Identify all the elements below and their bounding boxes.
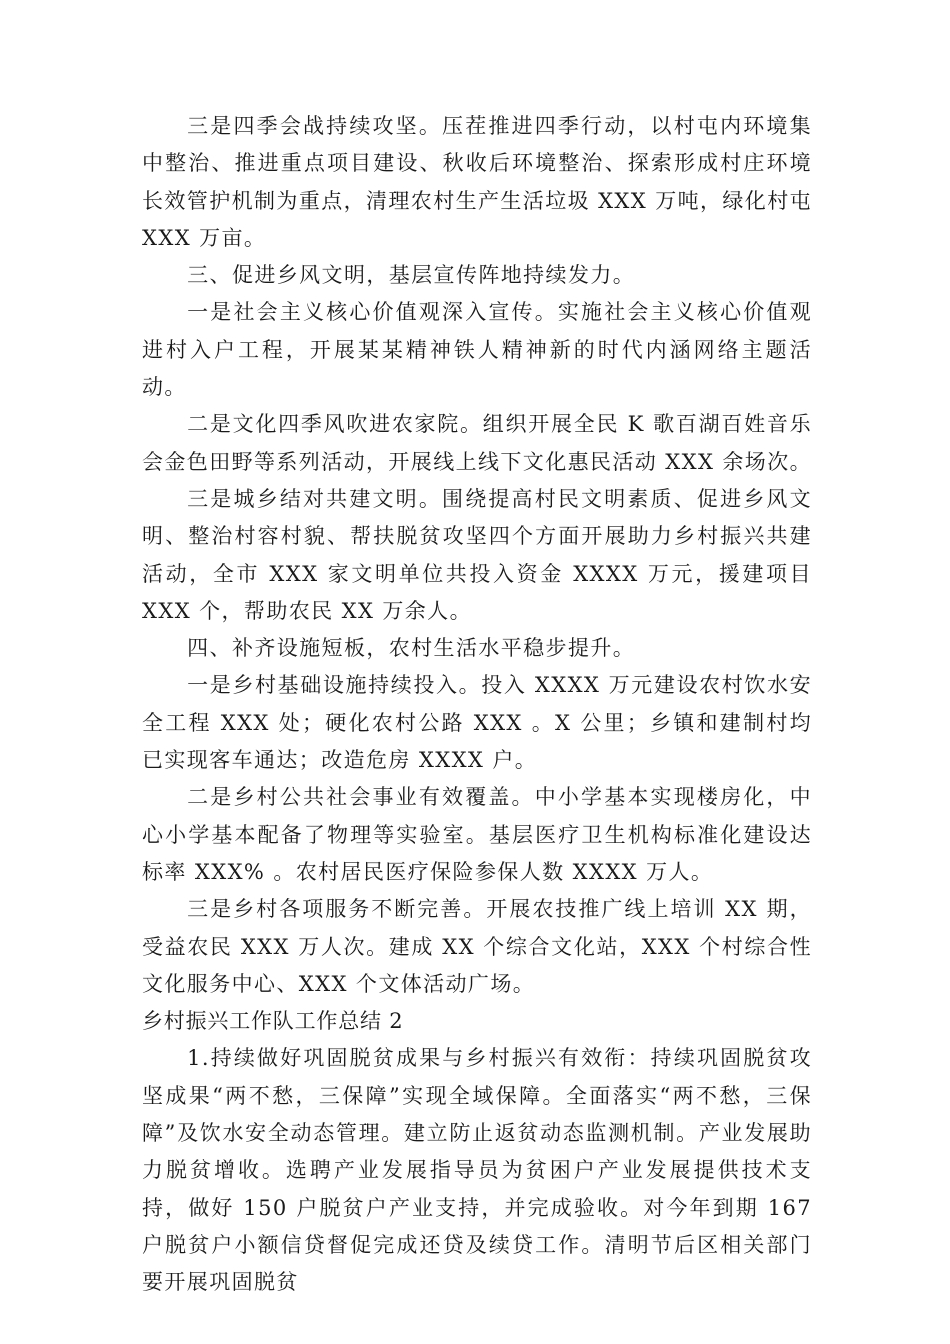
document-page (142, 108, 812, 1302)
paragraph-poverty-consolidation: 1.持续做好巩固脱贫成果与乡村振兴有效衔：持续巩固脱贫攻坚成果“两不愁，三保障”实现全域保障。全面落实“两不愁，三保障”及饮水安全动态管理。建立防止返贫动态监测机制。产业发展助力脱贫增收。选聘产业发展指导员为贫困户产业发展提供技术支持，做好 150 户脱贫户产业支持，并完成验收。对今年到期 167 户脱贫户小额信贷督促完成还贷及续贷工作。清明节后区相关部门要开展巩固脱贫 (142, 1046, 812, 1295)
paragraph-urban-rural-civilization: 三是城乡结对共建文明。围绕提高村民文明素质、促进乡风文明、整治村容村貌、帮扶脱贫攻坚四个方面开展助力乡村振兴共建活动，全市 XXX 家文明单位共投入资金 XXXX 万元，援建项目 XXX 个，帮助农民 XX 万余人。 (142, 486, 812, 623)
section-four-heading: 四、补齐设施短板，农村生活水平稳步提升。 (187, 636, 636, 661)
paragraph-infrastructure: 一是乡村基础设施持续投入。投入 XXXX 万元建设农村饮水安全工程 XXX 处；硬化农村公路 XXX 。X 公里；乡镇和建制村均已实现客车通达；改造危房 XXXX 户。 (142, 673, 812, 773)
section-title: 乡村振兴工作队工作总结 2 (142, 1009, 404, 1034)
paragraph-service-improvement: 三是乡村各项服务不断完善。开展农技推广线上培训 XX 期，受益农民 XXX 万人次。建成 XX 个综合文化站，XXX 个村综合性文化服务中心、XXX 个文体活动广场。 (142, 897, 812, 996)
section-three-heading: 三、促进乡风文明，基层宣传阵地持续发力。 (187, 263, 636, 288)
paragraph-culture-seasons: 二是文化四季风吹进农家院。组织开展全民 K 歌百湖百姓音乐会金色田野等系列活动，开展线上线下文化惠民活动 XXX 余场次。 (142, 412, 812, 474)
paragraph-four-seasons-campaign: 三是四季会战持续攻坚。压茬推进四季行动，以村屯内环境集中整治、推进重点项目建设、秋收后环境整治、探索形成村庄环境长效管护机制为重点，清理农村生产生活垃圾 XXX 万吨，绿化村屯 XXX 万亩。 (142, 114, 812, 250)
paragraph-core-values: 一是社会主义核心价值观深入宣传。实施社会主义核心价值观进村入户工程，开展某某精神铁人精神新的时代内涵网络主题活动。 (142, 300, 812, 400)
paragraph-public-services: 二是乡村公共社会事业有效覆盖。中小学基本实现楼房化，中心小学基本配备了物理等实验室。基层医疗卫生机构标准化建设达标率 XXX% 。农村居民医疗保险参保人数 XXXX 万人。 (142, 785, 812, 884)
